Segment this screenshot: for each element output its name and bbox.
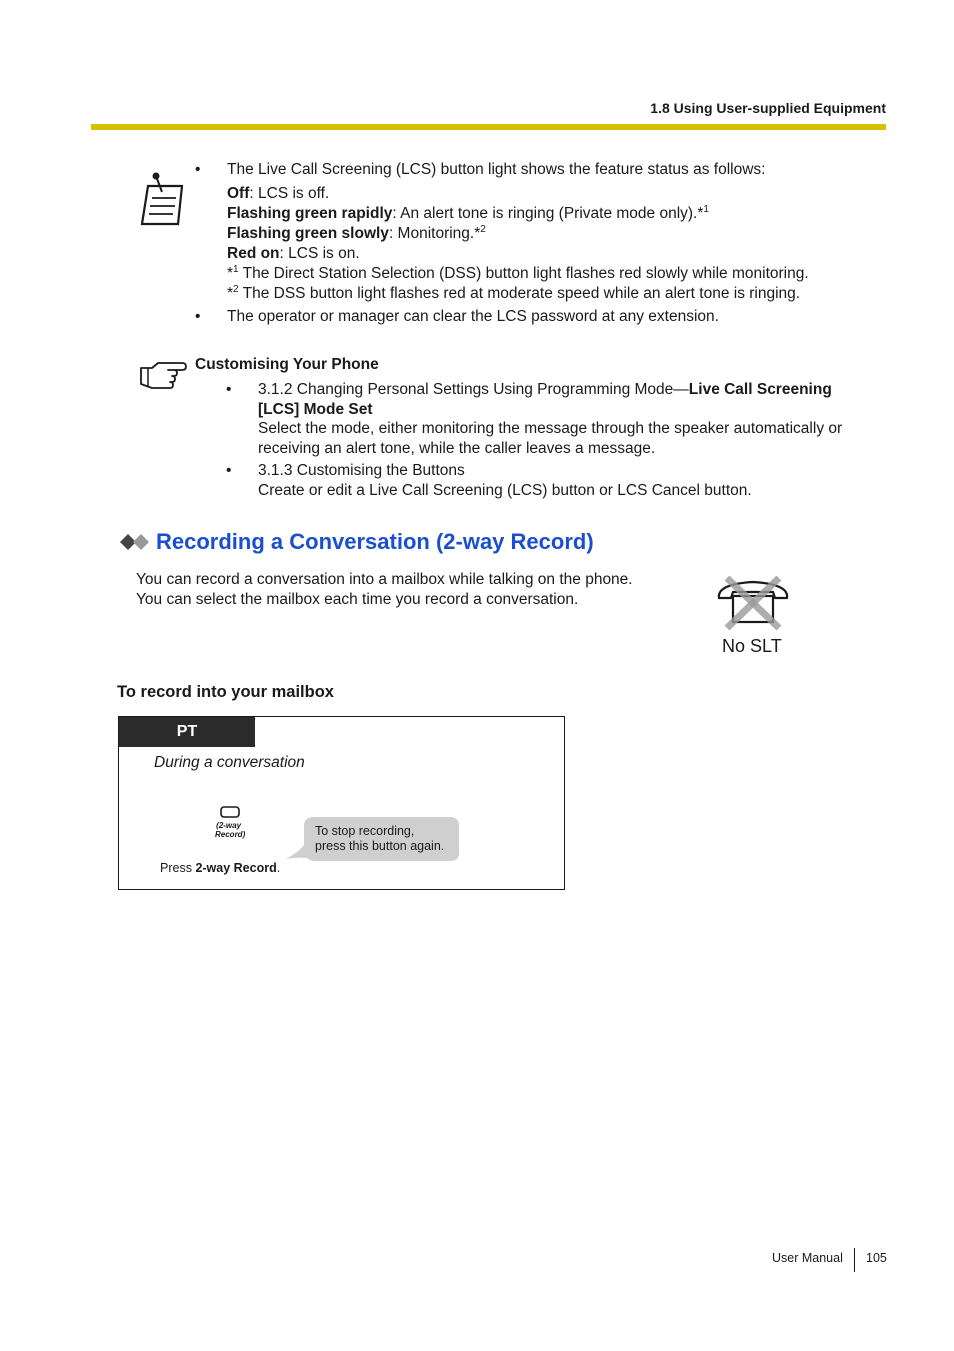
status-off: Off: LCS is off. bbox=[227, 185, 330, 202]
running-header: 1.8 Using User-supplied Equipment bbox=[650, 100, 886, 116]
customising-title: Customising Your Phone bbox=[195, 356, 379, 373]
note-bullet-password: • The operator or manager can clear the LCS password at any extension. bbox=[195, 308, 719, 325]
page-number: 105 bbox=[866, 1251, 887, 1265]
press-instruction: Press 2-way Record. bbox=[160, 861, 281, 875]
status-flashing-slow: Flashing green slowly: Monitoring.*$^2$ bbox=[227, 224, 486, 242]
procedure-context: During a conversation bbox=[154, 754, 305, 771]
double-diamond-icon bbox=[119, 532, 151, 552]
section-intro: You can record a conversation into a mailbox while talking on the phone. You can select the mailbox each time you record a conversation. bbox=[136, 571, 633, 608]
note-list bbox=[195, 160, 875, 327]
customising-ref-link[interactable]: 3.1.2 Changing Personal Settings Using Programming Mode—Live Call Screening [LCS] Mode Set bbox=[258, 381, 832, 418]
procedure-box bbox=[118, 716, 565, 890]
notepad-icon bbox=[138, 170, 186, 226]
button-caption: (2-way Record) bbox=[215, 821, 246, 839]
customising-list bbox=[226, 380, 866, 500]
footnote-2: *$^2$ The DSS button light flashes red at moderate speed while an alert tone is ringing. bbox=[227, 284, 801, 302]
customising-item-buttons bbox=[226, 461, 866, 500]
customising-desc: Create or edit a Live Call Screening (LCS) button or LCS Cancel button. bbox=[258, 481, 752, 499]
bullet-dot: • bbox=[226, 462, 232, 479]
bubble-text: To stop recording, press this button again. bbox=[315, 824, 445, 853]
two-way-record-button-icon[interactable] bbox=[219, 805, 241, 819]
bullet-dot: • bbox=[226, 381, 232, 398]
footer-separator bbox=[854, 1248, 855, 1272]
section-title: Recording a Conversation (2-way Record) bbox=[156, 529, 594, 554]
footnote-1: *$^1$ The Direct Station Selection (DSS) button light flashes red slowly while monitoring. bbox=[227, 264, 809, 282]
customising-desc: Select the mode, either monitoring the message through the speaker automatically or receiving an alert tone, while the caller leaves a message. bbox=[258, 420, 843, 457]
customising-item-lcs-mode bbox=[226, 380, 866, 458]
note-bullet-lcs-status bbox=[195, 160, 875, 304]
lcs-status-intro: The Live Call Screening (LCS) button light shows the feature status as follows: bbox=[227, 161, 766, 178]
crossed-phone-icon bbox=[713, 576, 793, 632]
bullet-dot: • bbox=[195, 161, 201, 178]
procedure-title: To record into your mailbox bbox=[117, 683, 334, 701]
footer-label: User Manual bbox=[772, 1251, 843, 1265]
no-slt-label: No SLT bbox=[722, 636, 782, 656]
pointing-hand-icon bbox=[138, 360, 188, 390]
header-rule bbox=[91, 124, 886, 130]
customising-ref-link[interactable]: 3.1.3 Customising the Buttons bbox=[258, 462, 465, 479]
status-red-on: Red on: LCS is on. bbox=[227, 245, 360, 262]
status-flashing-rapid: Flashing green rapidly: An alert tone is ringing (Private mode only).*$^1$ bbox=[227, 204, 709, 222]
tab-pt: PT bbox=[119, 717, 255, 747]
bullet-dot: • bbox=[195, 308, 201, 325]
